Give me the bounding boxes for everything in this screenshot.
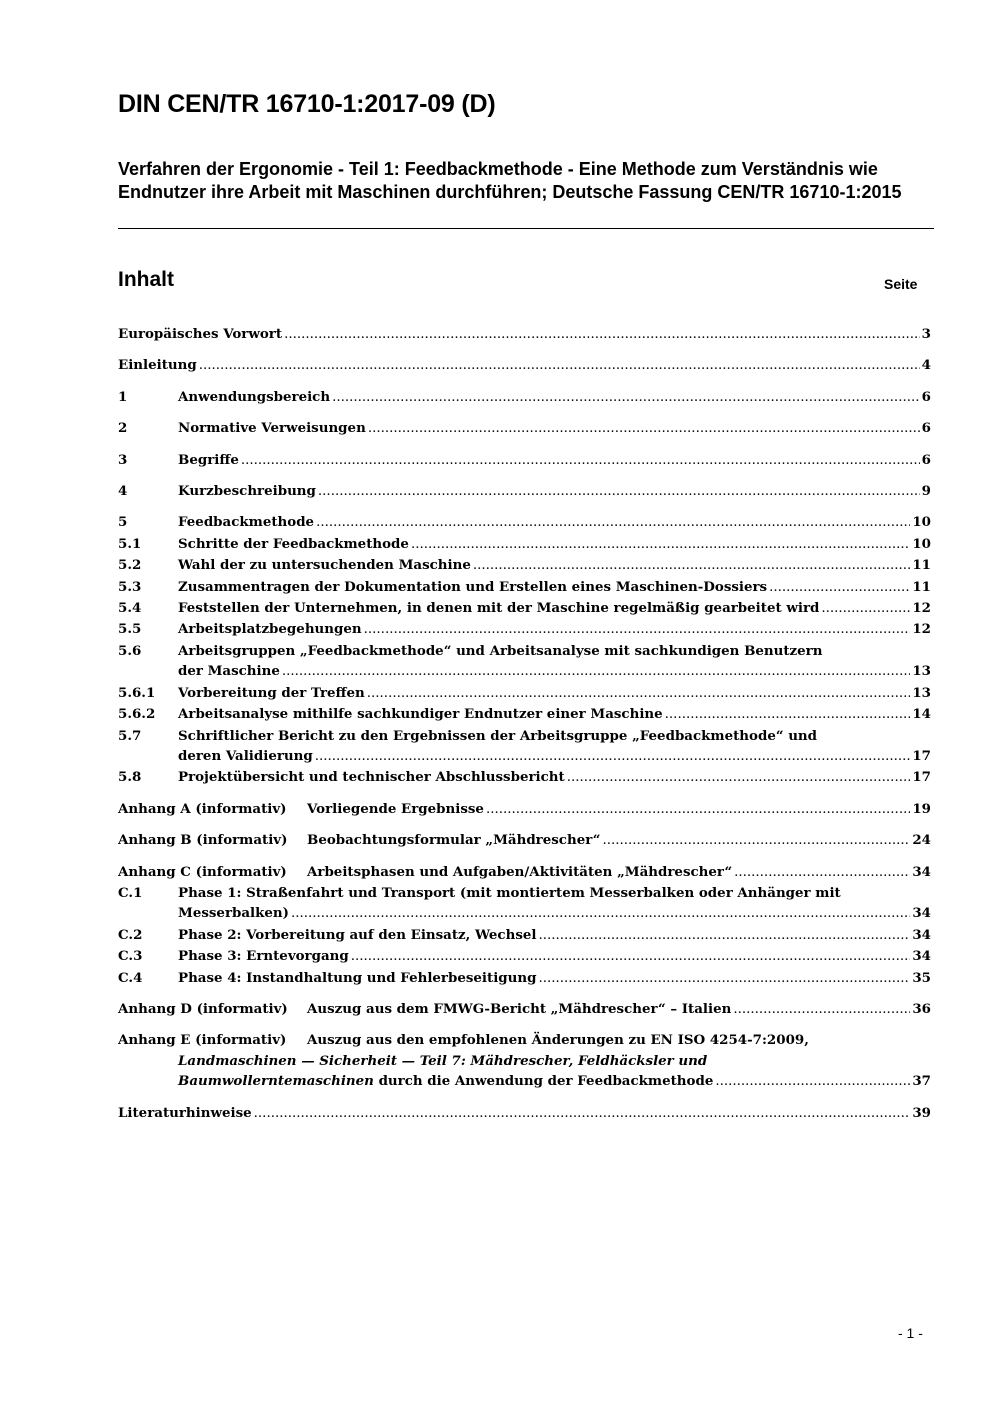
toc-entry-title-line-1: Auszug aus den empfohlenen Änderungen zu EN ISO 4254-7:2009,	[307, 1032, 809, 1049]
toc-entry-section-5-6[interactable]	[118, 641, 931, 683]
toc-entry-page: 13	[912, 663, 931, 680]
toc-entry-page: 39	[912, 1104, 931, 1121]
toc-entry-page: 12	[912, 600, 931, 617]
toc-entry-european-foreword[interactable]	[118, 324, 931, 345]
toc-entry-page: 6	[921, 420, 931, 437]
toc-entry-annex-d[interactable]	[118, 999, 931, 1020]
toc-entry-bibliography[interactable]	[118, 1103, 931, 1124]
toc-entry-title-line-2: Messerbalken)	[178, 905, 289, 922]
dot-leader	[282, 661, 910, 682]
dot-leader	[351, 946, 911, 967]
toc-entry-annex-c-1[interactable]	[118, 883, 931, 925]
document-subtitle: Verfahren der Ergonomie - Teil 1: Feedbackmethode - Eine Methode zum Verständnis wie Endnutzer ihre Arbeit mit Maschinen durchführen; Deutsche Fassung CEN/TR 16710-1:2015	[118, 159, 902, 202]
toc-entry-title: Literaturhinweise	[118, 1104, 252, 1121]
toc-entry-title: Arbeitsplatzbegehungen	[178, 621, 362, 638]
toc-entry-page: 34	[912, 926, 931, 943]
toc-entry-annex-c[interactable]	[118, 862, 931, 883]
toc-entry-number: C.2	[118, 926, 143, 943]
toc-entry-title: Zusammentragen der Dokumentation und Erstellen eines Maschinen-Dossiers	[178, 578, 768, 595]
toc-entry-title: Schritte der Feedbackmethode	[178, 535, 409, 552]
toc-entry-page: 17	[912, 769, 931, 786]
dot-leader	[368, 418, 920, 439]
toc-entry-section-5-6-2[interactable]	[118, 704, 931, 725]
dot-leader	[734, 862, 910, 883]
toc-entry-annex-c-3[interactable]	[118, 946, 931, 967]
toc-entry-section-4[interactable]	[118, 481, 931, 502]
toc-entry-title: Anwendungsbereich	[178, 388, 331, 405]
toc-entry-title: Phase 4: Instandhaltung und Fehlerbeseitigung	[178, 969, 537, 986]
toc-entry-number: Anhang C (informativ)	[118, 863, 287, 880]
toc-entry-annex-c-4[interactable]	[118, 968, 931, 989]
toc-entry-page: 6	[921, 388, 931, 405]
toc-entry-title-line-3-italic: Baumwollerntemaschinen	[178, 1073, 374, 1090]
dot-leader	[318, 481, 920, 502]
toc-entry-title: Wahl der zu untersuchenden Maschine	[178, 557, 471, 574]
toc-entry-page: 34	[912, 948, 931, 965]
toc-entry-page: 36	[912, 1000, 931, 1017]
toc-entry-introduction[interactable]	[118, 355, 931, 376]
toc-entry-number: 5.6.2	[118, 706, 156, 723]
dot-leader	[199, 355, 920, 376]
dot-leader	[316, 512, 910, 533]
toc-entry-section-5-2[interactable]	[118, 555, 931, 576]
dot-leader	[291, 903, 910, 924]
toc-entry-number: 5	[118, 514, 128, 531]
title-rule	[118, 228, 934, 229]
toc-entry-title: Beobachtungsformular „Mähdrescher“	[307, 832, 601, 849]
toc-entry-number: Anhang E (informativ)	[118, 1032, 287, 1049]
toc-entry-number: C.3	[118, 948, 143, 965]
toc-entry-indent	[118, 1051, 178, 1093]
toc-entry-number: 3	[118, 451, 128, 468]
toc-entry-title: Arbeitsanalyse mithilfe sachkundiger Endnutzer einer Maschine	[178, 706, 663, 723]
toc-entry-number: Anhang B (informativ)	[118, 832, 288, 849]
toc-entry-page: 35	[912, 969, 931, 986]
dot-leader	[486, 799, 910, 820]
dot-leader	[254, 1103, 911, 1124]
toc-entry-number: 5.6	[118, 642, 142, 659]
toc-entry-annex-a[interactable]	[118, 799, 931, 820]
toc-entry-section-5-4[interactable]	[118, 598, 931, 619]
toc-entry-page: 6	[921, 451, 931, 468]
toc-entry-page: 11	[912, 578, 931, 595]
toc-entry-section-5-1[interactable]	[118, 534, 931, 555]
toc-entry-page: 34	[912, 863, 931, 880]
toc-entry-title: Einleitung	[118, 357, 197, 374]
toc-entry-number: 5.1	[118, 535, 142, 552]
toc-entry-number: 5.7	[118, 727, 142, 744]
dot-leader	[241, 450, 920, 471]
toc-entry-section-2[interactable]	[118, 418, 931, 439]
toc-entry-title-line-1: Arbeitsgruppen „Feedbackmethode“ und Arbeitsanalyse mit sachkundigen Benutzern	[178, 642, 823, 659]
toc-entry-section-5-7[interactable]	[118, 726, 931, 768]
dot-leader	[473, 555, 911, 576]
toc-entry-page: 24	[912, 832, 931, 849]
toc-entry-title: Arbeitsphasen und Aufgaben/Aktivitäten „Mähdrescher“	[307, 863, 733, 880]
dot-leader	[315, 746, 911, 767]
dot-leader	[602, 830, 910, 851]
dot-leader	[733, 999, 910, 1020]
dot-leader	[411, 534, 910, 555]
toc-entry-page: 10	[912, 514, 931, 531]
dot-leader	[715, 1071, 910, 1092]
dot-leader	[539, 968, 911, 989]
toc-entry-title-line-2: deren Validierung	[178, 747, 313, 764]
toc-entry-title: Auszug aus dem FMWG-Bericht „Mähdrescher“ – Italien	[307, 1000, 732, 1017]
toc-entry-title: Vorliegende Ergebnisse	[307, 800, 484, 817]
toc-entry-page: 10	[912, 535, 931, 552]
toc-entry-section-5-5[interactable]	[118, 619, 931, 640]
toc-page-column-label: Seite	[884, 276, 918, 292]
toc-entry-section-3[interactable]	[118, 450, 931, 471]
toc-entry-annex-e-continuation	[118, 1051, 931, 1093]
toc-entry-annex-e[interactable]	[118, 1030, 931, 1050]
toc-entry-title: Phase 3: Erntevorgang	[178, 948, 349, 965]
toc-entry-number: 5.3	[118, 578, 142, 595]
toc-entry-number: Anhang A (informativ)	[118, 800, 287, 817]
toc-entry-title: Phase 2: Vorbereitung auf den Einsatz, Wechsel	[178, 926, 537, 943]
dot-leader	[821, 598, 910, 619]
dot-leader	[769, 577, 910, 598]
toc-entry-page: 17	[912, 747, 931, 764]
document-title: DIN CEN/TR 16710-1:2017-09 (D)	[118, 90, 496, 118]
toc-entry-page: 19	[912, 800, 931, 817]
table-of-contents	[118, 324, 931, 1124]
toc-entry-number: 2	[118, 420, 128, 437]
toc-entry-annex-c-2[interactable]	[118, 925, 931, 946]
toc-entry-page: 13	[912, 684, 931, 701]
toc-entry-section-5-8[interactable]	[118, 767, 931, 788]
toc-entry-title-line-2: Landmaschinen — Sicherheit — Teil 7: Mähdrescher, Feldhäcksler und	[178, 1052, 708, 1069]
dot-leader	[364, 619, 911, 640]
toc-entry-number: 5.8	[118, 769, 142, 786]
toc-entry-page: 3	[921, 326, 931, 342]
toc-entry-page: 11	[912, 557, 931, 574]
page-number: - 1 -	[898, 1325, 923, 1341]
toc-entry-title: Begriffe	[178, 451, 239, 468]
dot-leader	[665, 704, 911, 725]
toc-entry-page: 37	[912, 1073, 931, 1090]
toc-entry-title-line-1: Schriftlicher Bericht zu den Ergebnissen der Arbeitsgruppe „Feedbackmethode“ und	[178, 727, 818, 744]
toc-entry-title-line-2: der Maschine	[178, 663, 280, 680]
toc-entry-title-line-1: Phase 1: Straßenfahrt und Transport (mit montiertem Messerbalken oder Anhänger mit	[178, 884, 841, 901]
dot-leader	[567, 767, 911, 788]
toc-entry-title: Europäisches Vorwort	[118, 326, 283, 342]
toc-entry-number: 5.4	[118, 600, 142, 617]
toc-entry-number: 5.5	[118, 621, 142, 638]
toc-heading: Inhalt	[118, 268, 174, 291]
toc-entry-title: Projektübersicht und technischer Abschlussbericht	[178, 769, 565, 786]
toc-entry-title: Feststellen der Unternehmen, in denen mit der Maschine regelmäßig gearbeitet wird	[178, 600, 820, 617]
toc-entry-page: 4	[921, 357, 931, 374]
toc-entry-page: 12	[912, 621, 931, 638]
toc-entry-annex-b[interactable]	[118, 830, 931, 851]
dot-leader	[367, 683, 911, 704]
toc-entry-page: 9	[921, 483, 931, 500]
toc-entry-number: Anhang D (informativ)	[118, 1000, 288, 1017]
dot-leader	[332, 387, 920, 408]
toc-entry-section-1[interactable]	[118, 387, 931, 408]
toc-entry-section-5-3[interactable]	[118, 577, 931, 598]
toc-entry-number: C.4	[118, 969, 143, 986]
toc-entry-number: 5.6.1	[118, 684, 156, 701]
toc-entry-number: C.1	[118, 884, 143, 901]
dot-leader	[284, 324, 920, 345]
toc-entry-title-line-3: durch die Anwendung der Feedbackmethode	[373, 1073, 714, 1090]
toc-entry-title: Feedbackmethode	[178, 514, 315, 531]
toc-entry-number: 4	[118, 483, 128, 500]
dot-leader	[538, 925, 910, 946]
toc-entry-title: Kurzbeschreibung	[178, 483, 316, 500]
toc-entry-page: 14	[912, 706, 931, 723]
toc-entry-title: Vorbereitung der Treffen	[178, 684, 365, 701]
toc-entry-section-5-6-1[interactable]	[118, 683, 931, 704]
toc-entry-title: Normative Verweisungen	[178, 420, 366, 437]
toc-entry-section-5[interactable]	[118, 512, 931, 533]
toc-entry-number: 5.2	[118, 557, 142, 574]
toc-entry-number: 1	[118, 388, 128, 405]
toc-entry-page: 34	[912, 905, 931, 922]
